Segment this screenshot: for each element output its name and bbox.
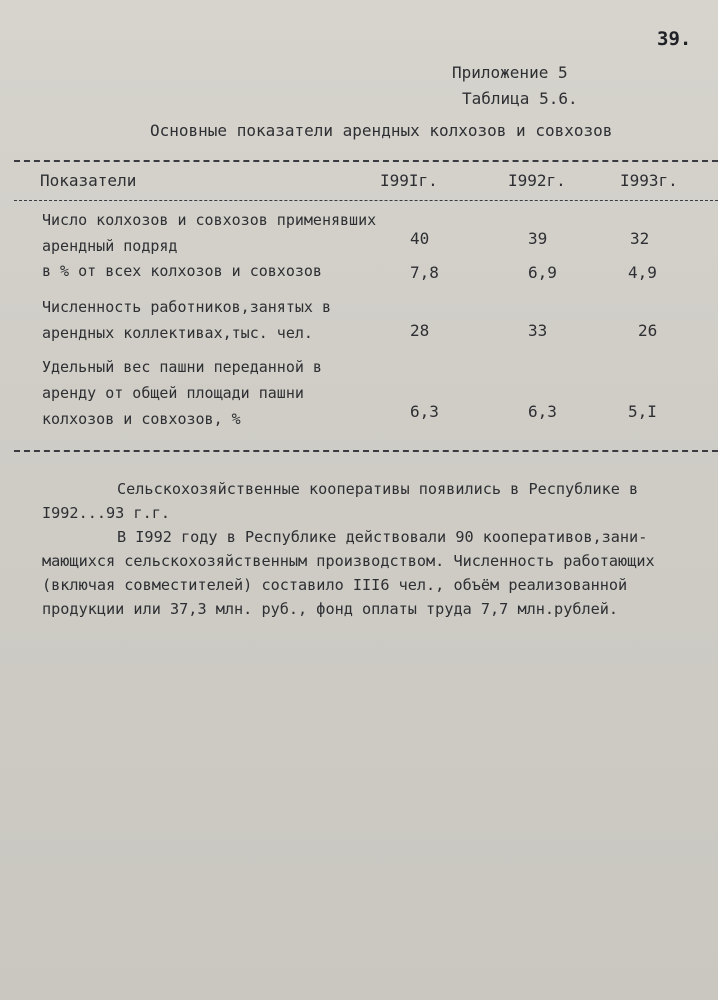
paragraph-line: В I992 году в Республике действовали 90 кооперативов,зани-	[117, 528, 648, 546]
table-cell: 7,8	[410, 263, 439, 282]
paragraph-line: продукции или 37,3 млн. руб., фонд оплаты труда 7,7 млн.рублей.	[42, 600, 619, 618]
table-row-label: в % от всех колхозов и совхозов	[42, 262, 322, 280]
paragraph-line: мающихся сельскохозяйственным производством. Численность работающих	[42, 552, 655, 570]
table-row-label: Численность работников,занятых в арендных коллективах,тыс. чел.	[42, 298, 331, 342]
table-caption: Основные показатели арендных колхозов и совхозов	[150, 121, 613, 140]
table-cell: 33	[528, 321, 548, 340]
table-top-rule	[14, 160, 718, 162]
table-header-rule	[14, 200, 718, 201]
page-number: 39.	[657, 28, 692, 50]
table-number: Таблица 5.6.	[462, 89, 578, 108]
paragraph-line: I992...93 г.г.	[42, 504, 171, 522]
paragraph-line: Сельскохозяйственные кооперативы появились в Республике в	[117, 480, 639, 498]
column-header-1993: I993г.	[620, 171, 678, 190]
table-cell: 26	[638, 321, 658, 340]
column-header-indicators: Показатели	[40, 171, 137, 190]
table-cell: 40	[410, 229, 430, 248]
appendix-label: Приложение 5	[452, 63, 568, 82]
table-cell: 28	[410, 321, 430, 340]
paragraph-line: (включая совместителей) составило III6 чел., объём реализованной	[42, 576, 628, 594]
table-cell: 32	[630, 229, 650, 248]
table-cell: 39	[528, 229, 548, 248]
table-cell: 4,9	[628, 263, 657, 282]
column-header-1991: I99Iг.	[380, 171, 438, 190]
table-cell: 6,9	[528, 263, 557, 282]
table-row-label: Удельный вес пашни переданной в аренду от общей площади пашни колхозов и совхозов, %	[42, 358, 322, 428]
table-cell: 6,3	[528, 402, 557, 421]
column-header-1992: I992г.	[508, 171, 566, 190]
table-cell: 5,I	[628, 402, 657, 421]
table-bottom-rule	[14, 450, 718, 452]
table-row-label: Число колхозов и совхозов применявших арендный подряд	[42, 211, 377, 255]
table-cell: 6,3	[410, 402, 439, 421]
